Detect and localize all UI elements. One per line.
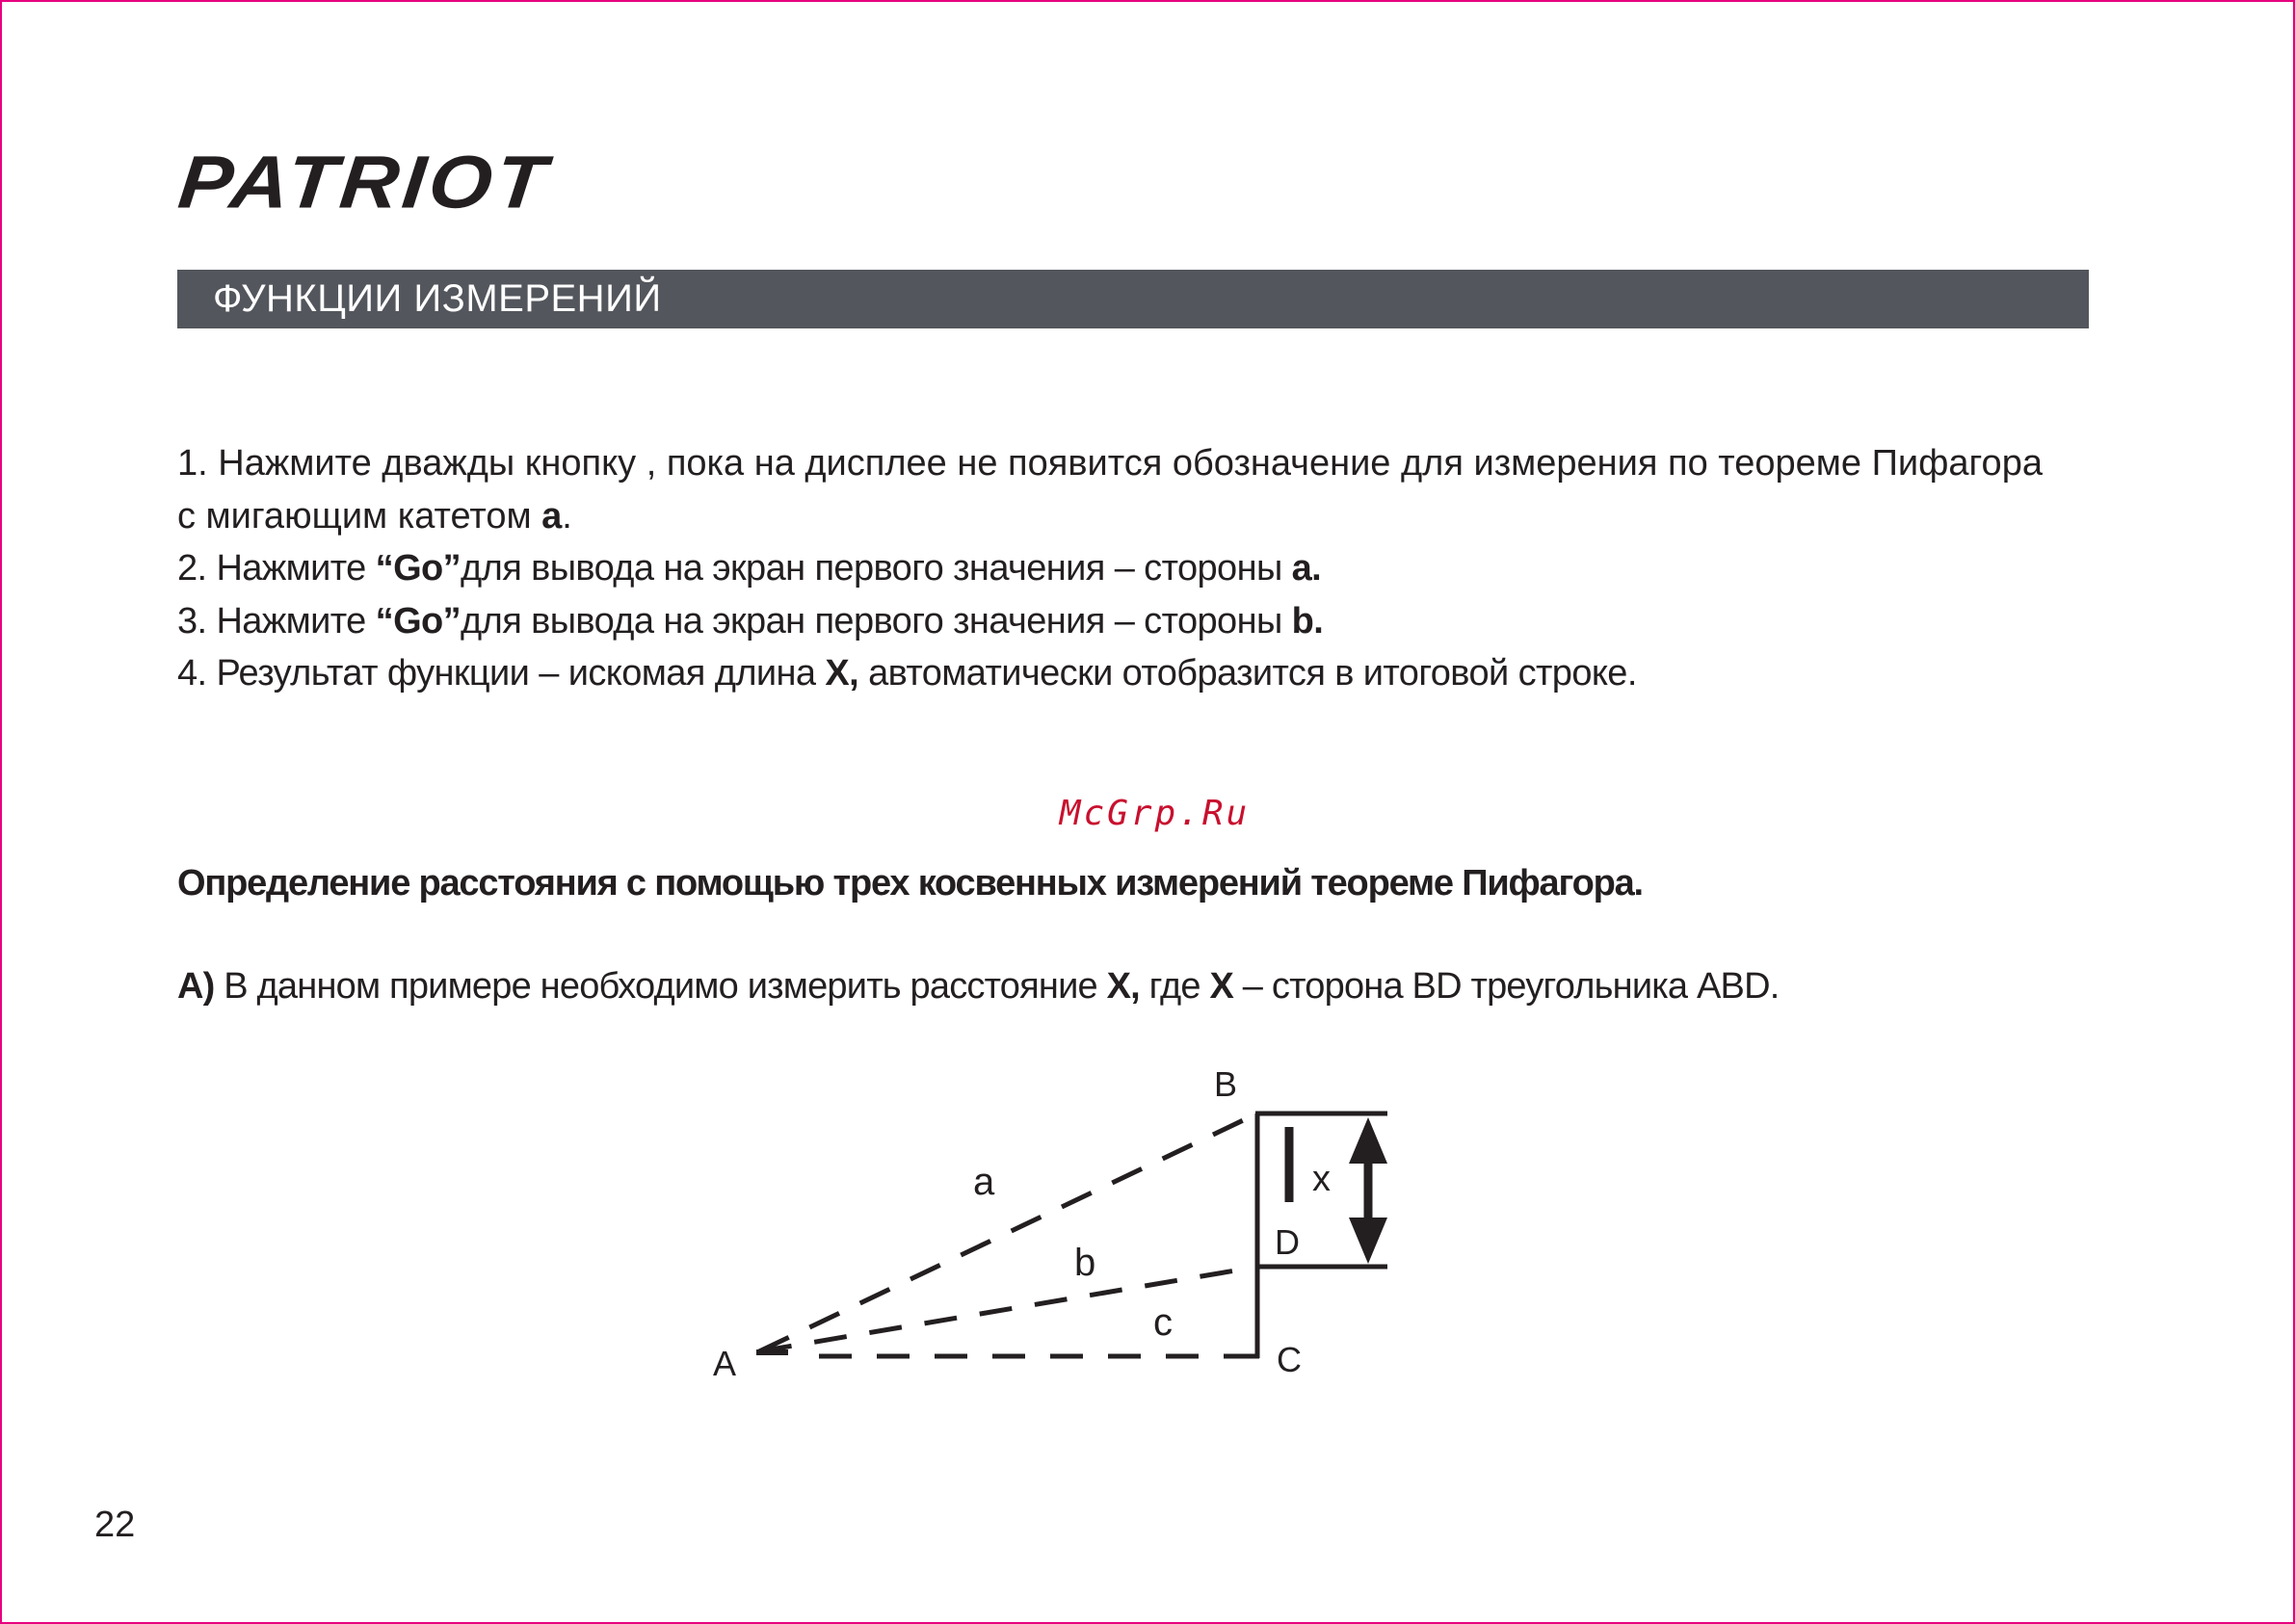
- step-4-rest: автоматически отобразится в итоговой строке.: [858, 653, 1637, 694]
- step-4-x: X,: [825, 653, 859, 694]
- label-side-a: a: [973, 1161, 995, 1203]
- example-text-3: – сторона BD треугольника ABD.: [1233, 966, 1780, 1007]
- dashed-line-a: [759, 1113, 1257, 1351]
- example-x1: X,: [1106, 966, 1140, 1007]
- pythagoras-diagram: [674, 1050, 1445, 1406]
- x-arrow-up-head: [1349, 1117, 1387, 1164]
- step-3-go: “Go”: [375, 600, 462, 642]
- instruction-steps: [177, 437, 2095, 700]
- page-number: 22: [94, 1505, 136, 1545]
- step-4-text: 4. Результат функции – искомая длина: [177, 653, 826, 694]
- step-2-rest: для вывода на экран первого значения – стороны: [461, 548, 1292, 589]
- subheading: Определение расстояния с помощью трех косвенных измерений теореме Пифагора.: [177, 863, 1643, 904]
- label-side-c: c: [1153, 1301, 1173, 1344]
- step-2-go: “Go”: [375, 548, 462, 589]
- label-a-point: A: [713, 1344, 737, 1383]
- dashed-line-b: [759, 1268, 1253, 1351]
- step-1-text: 1. Нажмите дважды кнопку , пока на дисплее не появится обозначение для измерения по теореме Пифагора: [177, 443, 2043, 484]
- step-4: [177, 647, 2095, 700]
- step-1-period: .: [562, 495, 572, 537]
- brand-logo: PATRIOT: [174, 140, 554, 223]
- step-3: [177, 595, 2095, 648]
- section-title-bar: [177, 270, 2089, 328]
- step-1-cont-text: с мигающим катетом: [177, 495, 542, 537]
- label-c-point: C: [1277, 1340, 1302, 1379]
- step-3-side: b.: [1291, 600, 1324, 642]
- label-side-x: x: [1312, 1159, 1331, 1199]
- step-1-continuation: [177, 490, 2095, 543]
- example-a: [177, 960, 2104, 1012]
- label-d-point: D: [1275, 1222, 1300, 1262]
- example-x2: X: [1209, 966, 1234, 1007]
- watermark: McGrp.Ru: [1059, 794, 1251, 833]
- step-2-text: 2. Нажмите: [177, 548, 376, 589]
- example-text-1: В данном примере необходимо измерить расстояние: [214, 966, 1107, 1007]
- step-2-side: a.: [1291, 548, 1322, 589]
- label-side-b: b: [1074, 1242, 1096, 1284]
- x-arrow-down-head: [1349, 1218, 1387, 1264]
- example-label: A): [177, 966, 215, 1007]
- section-title: ФУНКЦИИ ИЗМЕРЕНИЙ: [213, 277, 662, 320]
- step-1: [177, 437, 2095, 490]
- step-2: [177, 542, 2095, 595]
- step-1-side-a: a: [541, 495, 563, 537]
- example-text-2: где: [1139, 966, 1210, 1007]
- step-3-text: 3. Нажмите: [177, 600, 376, 642]
- label-b-point: B: [1214, 1064, 1238, 1104]
- step-3-rest: для вывода на экран первого значения – стороны: [461, 600, 1292, 642]
